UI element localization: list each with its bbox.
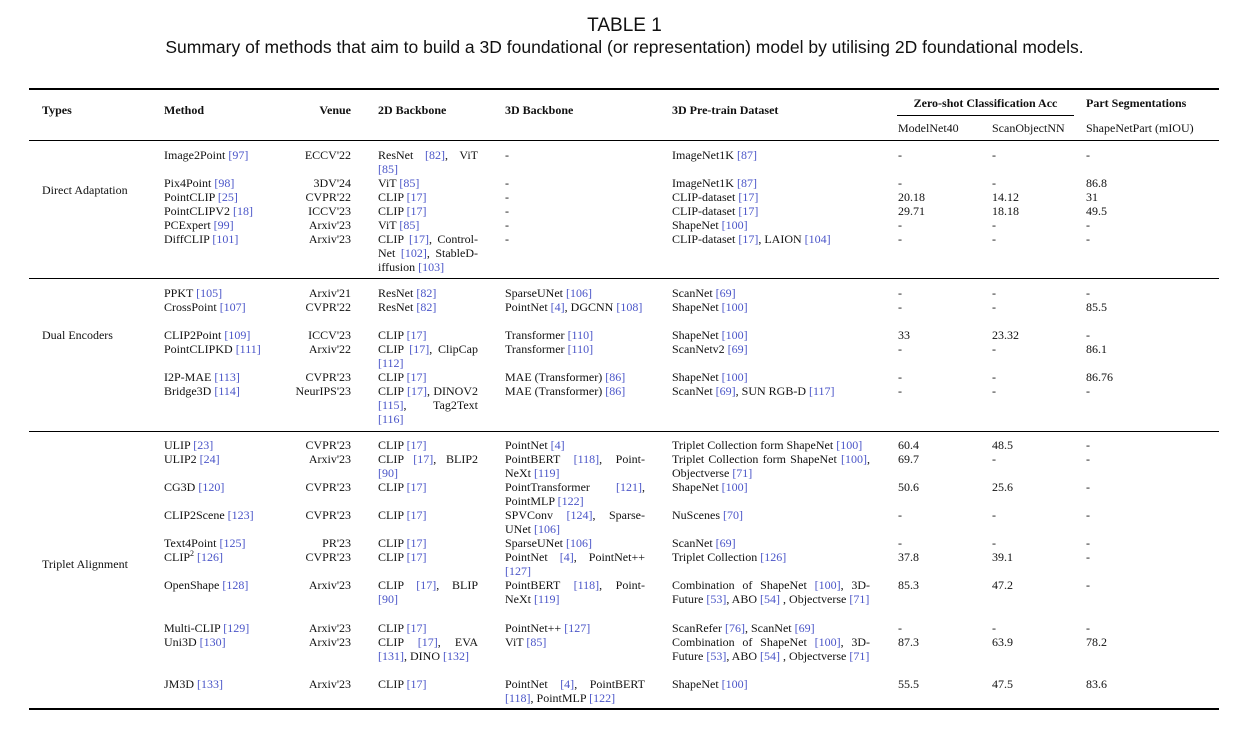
- cell-so: -: [992, 176, 996, 190]
- header-2d-backbone: 2D Backbone: [378, 103, 447, 117]
- cell-so: 48.5: [992, 438, 1013, 452]
- cell-ds: Triplet Collection [126]: [672, 550, 787, 564]
- cell-mn: -: [898, 342, 902, 356]
- cell-b3: PointBERT [118], Point-NeXt [119]: [505, 578, 645, 606]
- cell-method: PointCLIPV2 [18]: [164, 204, 254, 218]
- cell-ps: -: [1086, 480, 1090, 494]
- table-label: TABLE 1: [587, 15, 662, 36]
- cell-b2: ResNet [82], ViT [85]: [378, 148, 478, 176]
- cell-b2: CLIP [17]: [378, 621, 427, 635]
- header-types: Types: [42, 103, 72, 117]
- cell-b2: CLIP [17]: [378, 328, 427, 342]
- cell-ds: Combination of ShapeNet [100], 3D-Future [53], ABO [54] , Objectverse [71]: [672, 578, 870, 606]
- cell-ps: -: [1086, 148, 1090, 162]
- cell-b2: CLIP [17]: [378, 480, 427, 494]
- group-rule-1: [29, 278, 1219, 279]
- cell-so: 18.18: [992, 204, 1019, 218]
- cell-mn: -: [898, 176, 902, 190]
- group-type-label: Dual Encoders: [42, 328, 113, 342]
- cell-b3: Transformer [110]: [505, 342, 594, 356]
- cell-venue: Arxiv'21: [308, 286, 351, 300]
- cell-b3: PointNet [4]: [505, 438, 565, 452]
- cell-so: -: [992, 342, 996, 356]
- cell-method: Multi-CLIP [129]: [164, 621, 250, 635]
- cell-so: -: [992, 218, 996, 232]
- cell-venue: CVPR'22: [305, 190, 351, 204]
- cell-b2: CLIP [17]: [378, 370, 427, 384]
- cell-venue: Arxiv'23: [308, 677, 351, 691]
- header-3d-backbone: 3D Backbone: [505, 103, 574, 117]
- zeroshot-rule: [897, 115, 1074, 116]
- cell-b2: ResNet [82]: [378, 300, 437, 314]
- cell-b2: CLIP [17], ClipCap [112]: [378, 342, 478, 370]
- cell-method: I2P-MAE [113]: [164, 370, 240, 384]
- cell-b3: PointNet [4], PointBERT [118], PointMLP [122]: [505, 677, 645, 705]
- cell-venue: NeurIPS'23: [295, 384, 351, 398]
- cell-so: -: [992, 300, 996, 314]
- cell-venue: CVPR'23: [305, 550, 351, 564]
- cell-so: -: [992, 536, 996, 550]
- cell-method: ULIP [23]: [164, 438, 214, 452]
- cell-method: JM3D [133]: [164, 677, 224, 691]
- cell-b2: CLIP [17], DINOV2 [115], Tag2Text [116]: [378, 384, 478, 426]
- cell-method: CLIP2Point [109]: [164, 328, 251, 342]
- cell-mn: 85.3: [898, 578, 919, 592]
- cell-so: -: [992, 370, 996, 384]
- cell-b3: -: [505, 148, 509, 162]
- cell-ds: CLIP-dataset [17]: [672, 190, 759, 204]
- cell-b2: ViT [85]: [378, 176, 420, 190]
- header-rule: [29, 140, 1219, 141]
- cell-method: PointCLIP [25]: [164, 190, 238, 204]
- cell-so: -: [992, 286, 996, 300]
- cell-so: 47.5: [992, 677, 1013, 691]
- cell-mn: -: [898, 300, 902, 314]
- cell-venue: Arxiv'23: [308, 621, 351, 635]
- cell-mn: -: [898, 621, 902, 635]
- cell-so: -: [992, 384, 996, 398]
- cell-venue: CVPR'22: [305, 300, 351, 314]
- cell-so: 23.32: [992, 328, 1019, 342]
- cell-so: -: [992, 232, 996, 246]
- cell-so: 25.6: [992, 480, 1013, 494]
- cell-b3: SparseUNet [106]: [505, 286, 592, 300]
- cell-venue: CVPR'23: [305, 370, 351, 384]
- cell-method: PCExpert [99]: [164, 218, 234, 232]
- cell-ps: -: [1086, 452, 1090, 466]
- cell-ds: Triplet Collection form ShapeNet [100], Objectverse [71]: [672, 452, 870, 480]
- cell-ps: -: [1086, 578, 1090, 592]
- cell-ds: ShapeNet [100]: [672, 218, 748, 232]
- cell-ps: 86.8: [1086, 176, 1107, 190]
- cell-b2: CLIP [17]: [378, 536, 427, 550]
- cell-method: CG3D [120]: [164, 480, 225, 494]
- cell-b2: ViT [85]: [378, 218, 420, 232]
- cell-b3: -: [505, 176, 509, 190]
- cell-ds: CLIP-dataset [17], LAION [104]: [672, 232, 831, 246]
- group-rule-2: [29, 431, 1219, 432]
- cell-b3: -: [505, 204, 509, 218]
- header-modelnet40: ModelNet40: [898, 121, 959, 135]
- cell-mn: 33: [898, 328, 910, 342]
- header-partseg: Part Segmentations: [1086, 96, 1187, 110]
- cell-mn: -: [898, 384, 902, 398]
- cell-mn: -: [898, 232, 902, 246]
- cell-mn: -: [898, 148, 902, 162]
- cell-ds: CLIP-dataset [17]: [672, 204, 759, 218]
- cell-method: Image2Point [97]: [164, 148, 249, 162]
- cell-b2: CLIP [17]: [378, 438, 427, 452]
- cell-b2: ResNet [82]: [378, 286, 437, 300]
- top-rule: [29, 88, 1219, 90]
- cell-method: Uni3D [130]: [164, 635, 226, 649]
- cell-ds: NuScenes [70]: [672, 508, 743, 522]
- cell-ds: ShapeNet [100]: [672, 677, 748, 691]
- cell-b2: CLIP [17], EVA [131], DINO [132]: [378, 635, 478, 663]
- cell-b3: ViT [85]: [505, 635, 547, 649]
- header-dataset: 3D Pre-train Dataset: [672, 103, 779, 117]
- cell-b2: CLIP [17]: [378, 677, 427, 691]
- cell-mn: -: [898, 536, 902, 550]
- cell-b3: MAE (Transformer) [86]: [505, 384, 626, 398]
- cell-mn: -: [898, 370, 902, 384]
- bottom-rule: [29, 708, 1219, 710]
- cell-method: PPKT [105]: [164, 286, 223, 300]
- cell-mn: -: [898, 286, 902, 300]
- cell-mn: -: [898, 218, 902, 232]
- cell-so: 47.2: [992, 578, 1013, 592]
- header-scanobjectnn: ScanObjectNN: [992, 121, 1065, 135]
- cell-b2: CLIP [17]: [378, 204, 427, 218]
- cell-b3: PointNet [4], DGCNN [108]: [505, 300, 643, 314]
- header-shapenetpart: ShapeNetPart (mIOU): [1086, 121, 1194, 135]
- group-type-label: Triplet Alignment: [42, 557, 128, 571]
- cell-method: OpenShape [128]: [164, 578, 249, 592]
- cell-venue: 3DV'24: [313, 176, 351, 190]
- cell-b2: CLIP [17]: [378, 508, 427, 522]
- cell-b2: CLIP [17]: [378, 190, 427, 204]
- cell-so: 14.12: [992, 190, 1019, 204]
- cell-ps: -: [1086, 232, 1090, 246]
- cell-ds: ImageNet1K [87]: [672, 176, 757, 190]
- cell-ds: ShapeNet [100]: [672, 370, 748, 384]
- cell-venue: CVPR'23: [305, 508, 351, 522]
- cell-ds: ScanNetv2 [69]: [672, 342, 748, 356]
- cell-mn: 37.8: [898, 550, 919, 564]
- cell-ps: -: [1086, 508, 1090, 522]
- cell-b3: PointNet [4], PointNet++ [127]: [505, 550, 645, 578]
- group-type-label: Direct Adaptation: [42, 183, 128, 197]
- cell-venue: Arxiv'23: [308, 635, 351, 649]
- cell-b3: Transformer [110]: [505, 328, 594, 342]
- cell-venue: ICCV'23: [308, 328, 351, 342]
- cell-b3: PointBERT [118], Point-NeXt [119]: [505, 452, 645, 480]
- cell-venue: Arxiv'23: [308, 232, 351, 246]
- cell-ps: 86.76: [1086, 370, 1113, 384]
- header-method: Method: [164, 103, 204, 117]
- cell-b2: CLIP [17], Control-Net [102], StableD-iffusion [103]: [378, 232, 479, 274]
- header-venue: Venue: [319, 103, 351, 117]
- cell-ps: -: [1086, 438, 1090, 452]
- cell-b3: SPVConv [124], Sparse-UNet [106]: [505, 508, 645, 536]
- cell-ds: ScanNet [69], SUN RGB-D [117]: [672, 384, 835, 398]
- cell-so: -: [992, 508, 996, 522]
- cell-method: Bridge3D [114]: [164, 384, 240, 398]
- cell-b3: -: [505, 218, 509, 232]
- cell-ps: 31: [1086, 190, 1098, 204]
- cell-ps: 85.5: [1086, 300, 1107, 314]
- cell-venue: Arxiv'22: [308, 342, 351, 356]
- cell-mn: 20.18: [898, 190, 925, 204]
- cell-mn: 60.4: [898, 438, 919, 452]
- cell-mn: 69.7: [898, 452, 919, 466]
- cell-ds: Triplet Collection form ShapeNet [100]: [672, 438, 863, 452]
- cell-venue: ICCV'23: [308, 204, 351, 218]
- cell-b2: CLIP [17], BLIP2 [90]: [378, 452, 478, 480]
- cell-venue: PR'23: [322, 536, 351, 550]
- cell-ps: -: [1086, 384, 1090, 398]
- cell-ds: Combination of ShapeNet [100], 3D-Future [53], ABO [54] , Objectverse [71]: [672, 635, 870, 663]
- cell-b2: CLIP [17]: [378, 550, 427, 564]
- cell-b3: MAE (Transformer) [86]: [505, 370, 626, 384]
- cell-venue: ECCV'22: [304, 148, 351, 162]
- cell-ps: -: [1086, 536, 1090, 550]
- cell-ds: ScanNet [69]: [672, 536, 736, 550]
- cell-ps: -: [1086, 550, 1090, 564]
- cell-ds: ShapeNet [100]: [672, 300, 748, 314]
- cell-method: ULIP2 [24]: [164, 452, 220, 466]
- cell-b3: PointTransformer [121], PointMLP [122]: [505, 480, 645, 508]
- cell-b3: PointNet++ [127]: [505, 621, 591, 635]
- cell-mn: 55.5: [898, 677, 919, 691]
- cell-ps: -: [1086, 328, 1090, 342]
- cell-ps: -: [1086, 218, 1090, 232]
- cell-mn: 50.6: [898, 480, 919, 494]
- cell-ps: 83.6: [1086, 677, 1107, 691]
- cell-mn: -: [898, 508, 902, 522]
- cell-method: CLIP2Scene [123]: [164, 508, 254, 522]
- cell-so: -: [992, 621, 996, 635]
- cell-mn: 87.3: [898, 635, 919, 649]
- table-caption: Summary of methods that aim to build a 3D foundational (or representation) model by utilising 2D foundational models.: [165, 37, 1084, 57]
- cell-so: 39.1: [992, 550, 1013, 564]
- cell-ps: 86.1: [1086, 342, 1107, 356]
- cell-ps: 78.2: [1086, 635, 1107, 649]
- cell-method: Pix4Point [98]: [164, 176, 235, 190]
- cell-b3: SparseUNet [106]: [505, 536, 592, 550]
- cell-ds: ShapeNet [100]: [672, 328, 748, 342]
- cell-venue: Arxiv'23: [308, 578, 351, 592]
- cell-b3: -: [505, 190, 509, 204]
- cell-ds: ScanRefer [76], ScanNet [69]: [672, 621, 815, 635]
- cell-mn: 29.71: [898, 204, 925, 218]
- cell-method: CLIP$^2$ [126]: [164, 549, 224, 564]
- cell-venue: Arxiv'23: [308, 452, 351, 466]
- cell-ps: -: [1086, 621, 1090, 635]
- cell-b3: -: [505, 232, 509, 246]
- cell-venue: CVPR'23: [305, 438, 351, 452]
- cell-method: CrossPoint [107]: [164, 300, 246, 314]
- cell-ds: ShapeNet [100]: [672, 480, 748, 494]
- cell-venue: Arxiv'23: [308, 218, 351, 232]
- cell-method: Text4Point [125]: [164, 536, 246, 550]
- cell-ps: 49.5: [1086, 204, 1107, 218]
- cell-ds: ScanNet [69]: [672, 286, 736, 300]
- cell-ps: -: [1086, 286, 1090, 300]
- cell-method: DiffCLIP [101]: [164, 232, 239, 246]
- cell-so: -: [992, 148, 996, 162]
- cell-method: PointCLIPKD [111]: [164, 342, 261, 356]
- cell-so: -: [992, 452, 996, 466]
- cell-so: 63.9: [992, 635, 1013, 649]
- cell-venue: CVPR'23: [305, 480, 351, 494]
- header-zeroshot: Zero-shot Classification Acc: [913, 96, 1058, 110]
- cell-b2: CLIP [17], BLIP [90]: [378, 578, 478, 606]
- cell-ds: ImageNet1K [87]: [672, 148, 757, 162]
